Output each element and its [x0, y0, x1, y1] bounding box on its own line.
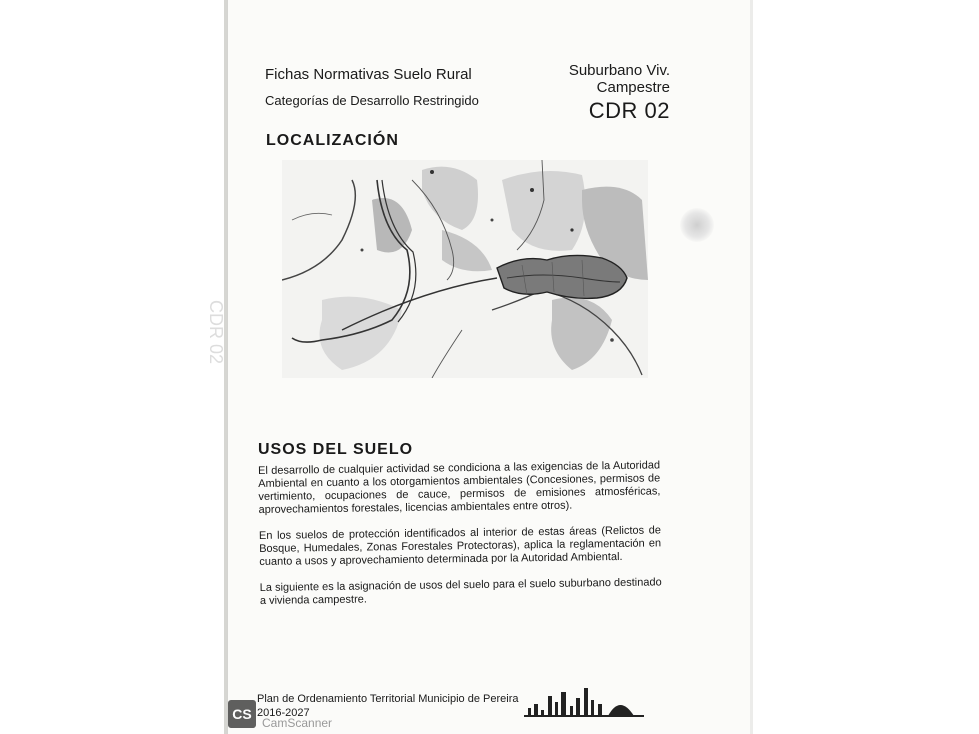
document-subtitle: Categorías de Desarrollo Restringido [265, 93, 479, 108]
category-label: Suburbano Viv. Campestre [568, 62, 670, 96]
scan-smudge [680, 208, 714, 242]
usos-body [258, 459, 662, 621]
camscanner-badge-icon: CS [228, 700, 256, 728]
camscanner-watermark: CamScanner [262, 716, 333, 730]
bleed-through-mark: CDR 02 [206, 300, 226, 365]
footer-years: 2016-2027 [257, 707, 310, 719]
paragraph: En los suelos de protección identificados al interior de estas áreas (Relictos de Bosque, Humedales, Zonas Forestales Protectoras), aplica la reglamentación en cuanto a usos y aprovechamiento determinada por la Autoridad Ambiental. [258, 524, 662, 568]
paragraph: La siguiente es la asignación de usos del suelo para el suelo suburbano destinado a vivienda campestre. [259, 576, 662, 607]
page-right-edge [750, 0, 753, 734]
paragraph: El desarrollo de cualquier actividad se condiciona a las exigencias de la Autoridad Ambiental en cuanto a los otorgamientos ambientales (Concesiones, permisos de vertimiento, ocupaciones de cauce, permisos de emisiones atmosféricas, aprovechamientos forestales, licencias ambientales entre otros). [258, 459, 661, 516]
sheet-code: CDR 02 [588, 98, 670, 123]
localizacion-heading: LOCALIZACIÓN [266, 132, 399, 149]
document-header-left [265, 62, 479, 114]
document-header-right [505, 62, 670, 124]
footer-title: Plan de Ordenamiento Territorial Municipio de Pereira [257, 693, 519, 705]
usos-heading: USOS DEL SUELO [258, 441, 414, 458]
location-map [282, 160, 648, 378]
skyline-logo-icon [524, 684, 644, 718]
document-title: Fichas Normativas Suelo Rural [265, 66, 472, 83]
